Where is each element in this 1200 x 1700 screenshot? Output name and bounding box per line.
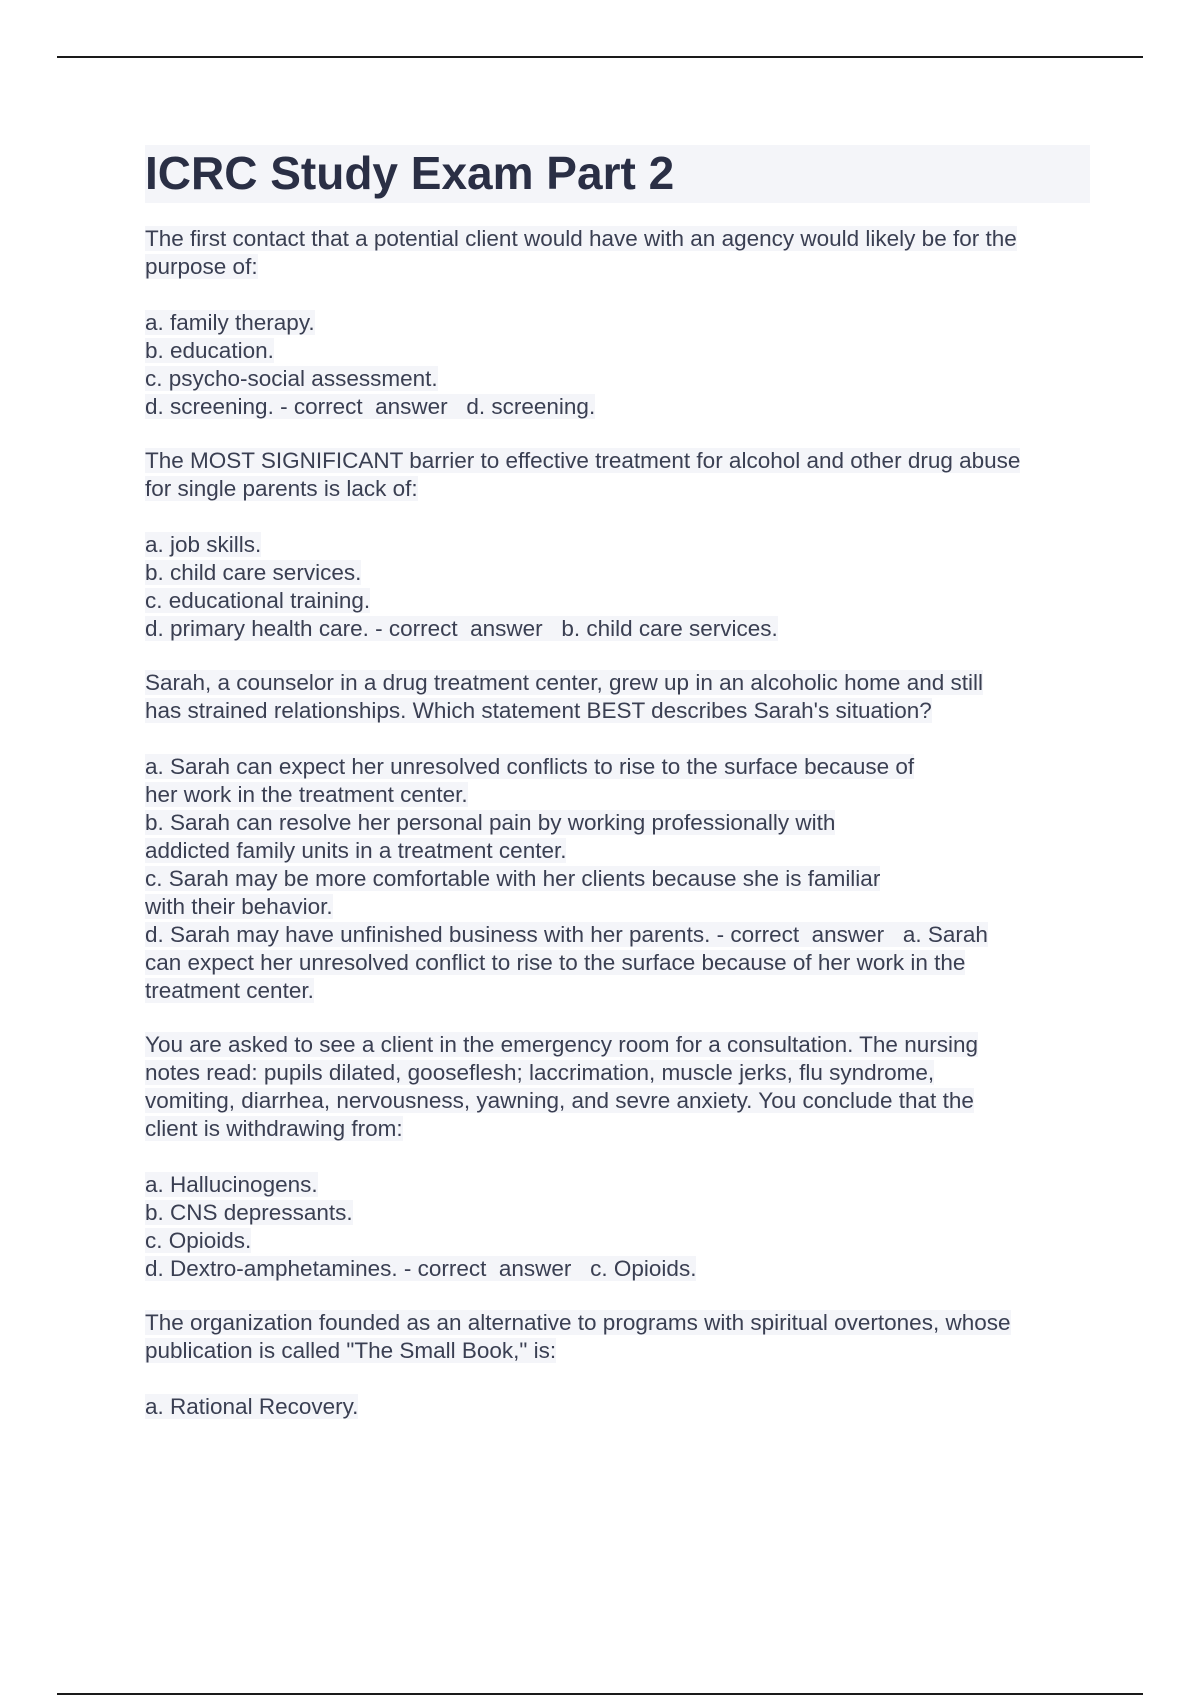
question-line xyxy=(145,1309,1090,1337)
option-line xyxy=(145,837,1090,865)
option-line-text: a. Sarah can expect her unresolved conflicts to rise to the surface because of xyxy=(145,754,915,779)
option-line xyxy=(145,531,1090,559)
option-line xyxy=(145,365,1090,393)
question-text xyxy=(145,1309,1090,1365)
question-line xyxy=(145,1059,1090,1087)
option-line-text: c. Sarah may be more comfortable with her clients because she is familiar xyxy=(145,866,881,891)
header-rule xyxy=(57,56,1143,58)
question-line xyxy=(145,225,1090,253)
option-line xyxy=(145,1199,1090,1227)
answer-options xyxy=(145,1393,1090,1421)
option-line-text: b. Sarah can resolve her personal pain by working professionally with xyxy=(145,810,836,835)
question-line-text: The first contact that a potential client would have with an agency would likely be for the xyxy=(145,226,1017,251)
question-block xyxy=(145,1031,1090,1283)
option-line-text: a. Hallucinogens. xyxy=(145,1172,318,1197)
option-line-text: c. educational training. xyxy=(145,588,371,613)
question-line-text: publication is called "The Small Book," is: xyxy=(145,1338,557,1363)
question-text xyxy=(145,225,1090,281)
option-line xyxy=(145,559,1090,587)
option-line xyxy=(145,587,1090,615)
question-line-text: purpose of: xyxy=(145,254,258,279)
option-line-text: a. job skills. xyxy=(145,532,262,557)
option-line-text: b. CNS depressants. xyxy=(145,1200,353,1225)
question-line xyxy=(145,1031,1090,1059)
option-line xyxy=(145,393,1090,421)
option-line xyxy=(145,1227,1090,1255)
option-line xyxy=(145,309,1090,337)
option-line-text: a. Rational Recovery. xyxy=(145,1394,359,1419)
question-block xyxy=(145,447,1090,643)
option-line xyxy=(145,865,1090,893)
title-band xyxy=(145,145,1090,203)
question-line-text: for single parents is lack of: xyxy=(145,476,418,501)
option-line xyxy=(145,921,1090,949)
question-line-text: You are asked to see a client in the emergency room for a consultation. The nursing xyxy=(145,1032,978,1057)
question-line-text: Sarah, a counselor in a drug treatment center, grew up in an alcoholic home and still xyxy=(145,670,983,695)
option-line-text: b. education. xyxy=(145,338,274,363)
option-line-text: with their behavior. xyxy=(145,894,333,919)
question-line-text: has strained relationships. Which statement BEST describes Sarah's situation? xyxy=(145,698,932,723)
option-line xyxy=(145,1255,1090,1283)
option-line-text: a. family therapy. xyxy=(145,310,315,335)
option-line-text: addicted family units in a treatment center. xyxy=(145,838,567,863)
option-line xyxy=(145,615,1090,643)
option-line-text: can expect her unresolved conflict to rise to the surface because of her work in the xyxy=(145,950,966,975)
question-line-text: client is withdrawing from: xyxy=(145,1116,403,1141)
option-line-text: d. Dextro-amphetamines. - correct answer c. Opioids. xyxy=(145,1256,697,1281)
document-title: ICRC Study Exam Part 2 xyxy=(145,147,675,199)
option-line xyxy=(145,781,1090,809)
question-block xyxy=(145,1309,1090,1421)
option-line xyxy=(145,337,1090,365)
option-line-text: treatment center. xyxy=(145,978,314,1003)
question-line xyxy=(145,447,1090,475)
question-line xyxy=(145,1087,1090,1115)
question-line-text: vomiting, diarrhea, nervousness, yawning, and sevre anxiety. You conclude that the xyxy=(145,1088,974,1113)
question-line-text: notes read: pupils dilated, gooseflesh; laccrimation, muscle jerks, flu syndrome, xyxy=(145,1060,935,1085)
answer-options xyxy=(145,1171,1090,1283)
option-line-text: c. Opioids. xyxy=(145,1228,252,1253)
option-line-text: d. primary health care. - correct answer b. child care services. xyxy=(145,616,778,641)
question-text xyxy=(145,1031,1090,1143)
option-line-text: c. psycho-social assessment. xyxy=(145,366,438,391)
question-line-text: The MOST SIGNIFICANT barrier to effective treatment for alcohol and other drug abuse xyxy=(145,448,1021,473)
option-line-text: b. child care services. xyxy=(145,560,362,585)
option-line-text: d. Sarah may have unfinished business with her parents. - correct answer a. Sarah xyxy=(145,922,988,947)
option-line xyxy=(145,1171,1090,1199)
question-line xyxy=(145,1115,1090,1143)
question-block xyxy=(145,669,1090,1005)
question-line xyxy=(145,1337,1090,1365)
option-line-text: d. screening. - correct answer d. screening. xyxy=(145,394,596,419)
option-line xyxy=(145,949,1090,977)
option-line xyxy=(145,1393,1090,1421)
question-line xyxy=(145,475,1090,503)
question-line-text: The organization founded as an alternative to programs with spiritual overtones, whose xyxy=(145,1310,1011,1335)
footer-rule xyxy=(57,1693,1143,1695)
question-list xyxy=(145,225,1090,1421)
option-line xyxy=(145,893,1090,921)
answer-options xyxy=(145,753,1090,1005)
option-line xyxy=(145,753,1090,781)
answer-options xyxy=(145,531,1090,643)
question-block xyxy=(145,225,1090,421)
option-line-text: her work in the treatment center. xyxy=(145,782,468,807)
question-line xyxy=(145,697,1090,725)
question-text xyxy=(145,447,1090,503)
answer-options xyxy=(145,309,1090,421)
question-line xyxy=(145,253,1090,281)
option-line xyxy=(145,977,1090,1005)
document-body xyxy=(145,145,1090,1447)
question-text xyxy=(145,669,1090,725)
option-line xyxy=(145,809,1090,837)
question-line xyxy=(145,669,1090,697)
